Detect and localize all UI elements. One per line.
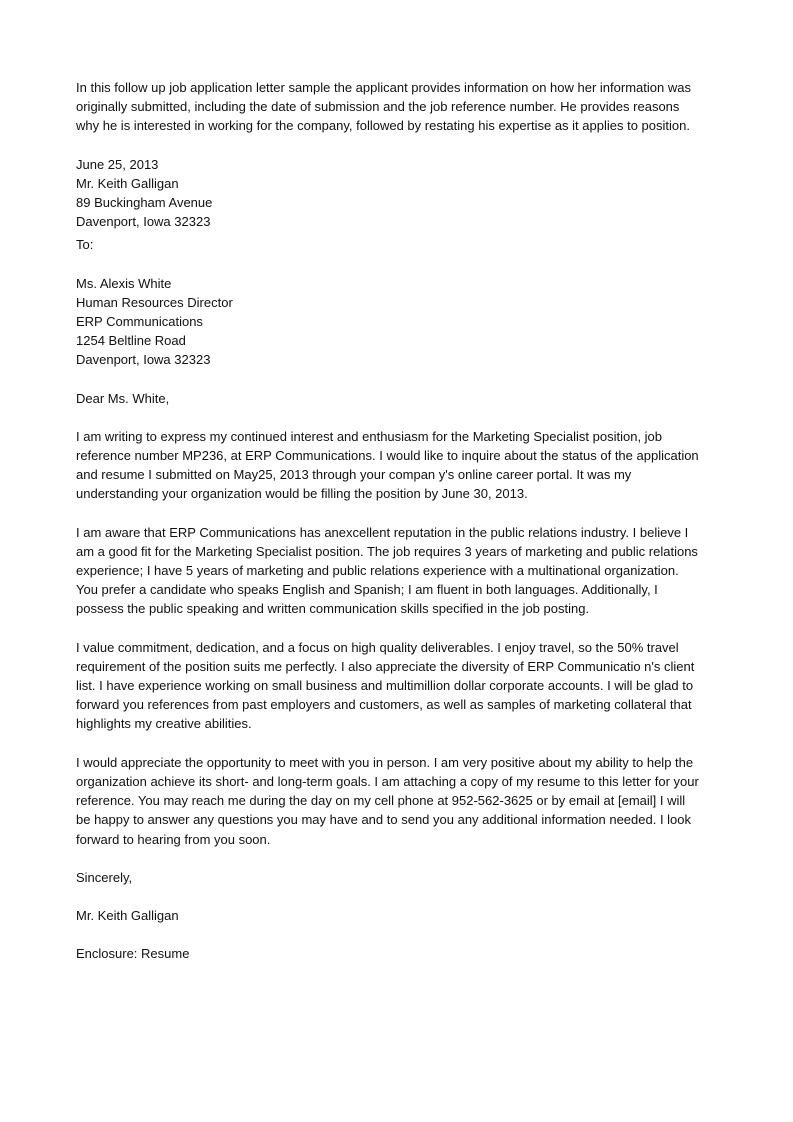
text-line: I am aware that ERP Communications has anexcellent reputation in the public relations industry. I believe I <box>76 524 689 540</box>
text-line: originally submitted, including the date of submission and the job reference number. He provides reasons <box>76 99 680 115</box>
letter-page <box>76 78 716 963</box>
recipient-city: Davenport, Iowa 32323 <box>76 352 211 368</box>
body-paragraph-2 <box>76 523 716 619</box>
body-paragraph-3 <box>76 638 716 734</box>
recipient-name: Ms. Alexis White <box>76 275 172 291</box>
sender-name: Mr. Keith Galligan <box>76 175 179 191</box>
text-line: reference number MP236, at ERP Communications. I would like to inquire about the status of the application <box>76 448 699 464</box>
text-line: be happy to answer any questions you may have and to send you any additional information needed. I look <box>76 812 692 828</box>
text-line: I am writing to express my continued interest and enthusiasm for the Marketing Specialist position, job <box>76 428 663 444</box>
text-line: why he is interested in working for the company, followed by restating his expertise as it applies to position. <box>76 118 690 134</box>
text-line: I value commitment, dedication, and a focus on high quality deliverables. I enjoy travel, so the 50% travel <box>76 639 679 655</box>
body-paragraph-1 <box>76 427 716 504</box>
text-line: understanding your organization would be filling the position by June 30, 2013. <box>76 486 528 502</box>
intro-paragraph <box>76 78 716 136</box>
text-line: and resume I submitted on May25, 2013 through your compan y's online career portal. It was my <box>76 467 632 483</box>
text-line: requirement of the position suits me perfectly. I also appreciate the diversity of ERP Communicatio n's client <box>76 658 695 674</box>
closing: Sincerely, <box>76 869 133 885</box>
letter-date: June 25, 2013 <box>76 156 159 172</box>
text-line: You prefer a candidate who speaks English and Spanish; I am fluent in both languages. Additionally, I <box>76 582 658 598</box>
to-label: To: <box>76 237 94 253</box>
sender-street: 89 Buckingham Avenue <box>76 195 213 211</box>
text-line: reference. You may reach me during the day on my cell phone at 952-562-3625 or by email at [email] I will <box>76 793 686 809</box>
text-line: highlights my creative abilities. <box>76 716 252 732</box>
text-line: In this follow up job application letter sample the applicant provides information on how her information was <box>76 80 691 95</box>
text-line: forward you references from past employers and customers, as well as samples of marketing collateral that <box>76 697 692 713</box>
text-line: possess the public speaking and written communication skills specified in the job posting. <box>76 601 590 617</box>
text-line: experience; I have 5 years of marketing and public relations experience with a multinational organization. <box>76 563 679 579</box>
recipient-title: Human Resources Director <box>76 294 233 310</box>
sender-city: Davenport, Iowa 32323 <box>76 214 211 230</box>
text-line: list. I have experience working on small business and multimillion dollar corporate accounts. I will be glad to <box>76 678 694 694</box>
signature-name: Mr. Keith Galligan <box>76 907 179 923</box>
text-line: forward to hearing from you soon. <box>76 831 271 847</box>
body-paragraph-4 <box>76 753 716 849</box>
sender-block <box>76 155 716 232</box>
text-line: am a good fit for the Marketing Specialist position. The job requires 3 years of marketing and public relations <box>76 543 698 559</box>
salutation: Dear Ms. White, <box>76 390 170 406</box>
enclosure-note: Enclosure: Resume <box>76 946 190 962</box>
text-line: I would appreciate the opportunity to meet with you in person. I am very positive about my ability to help the <box>76 754 694 770</box>
recipient-block <box>76 274 716 370</box>
recipient-company: ERP Communications <box>76 314 203 330</box>
text-line: organization achieve its short- and long-term goals. I am attaching a copy of my resume to this letter for your <box>76 773 699 789</box>
recipient-street: 1254 Beltline Road <box>76 333 186 349</box>
